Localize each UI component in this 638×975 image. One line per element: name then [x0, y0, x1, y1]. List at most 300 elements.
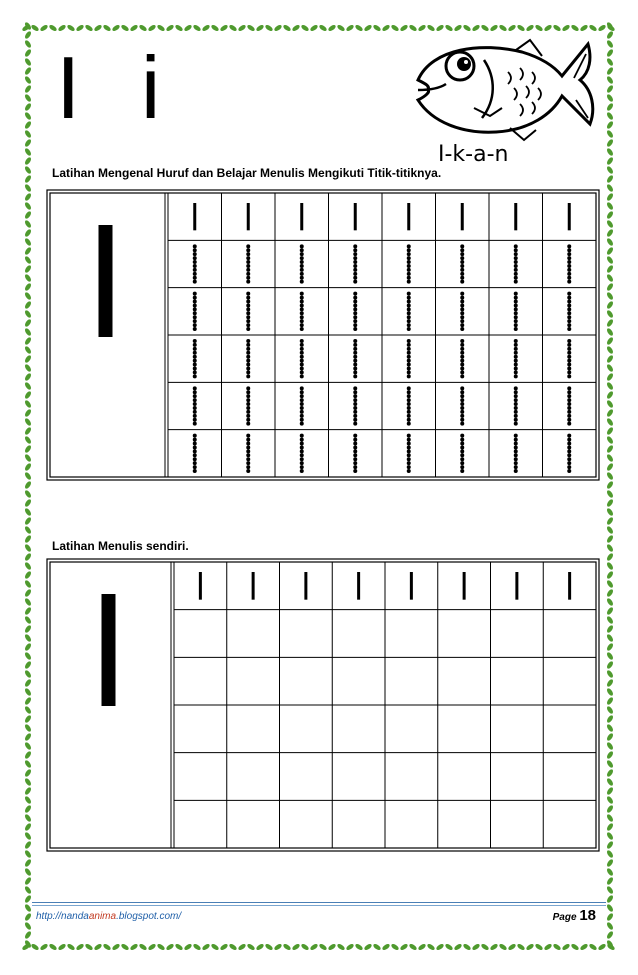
leaf-icon — [399, 943, 408, 951]
leaf-icon — [24, 498, 32, 507]
trace-dot — [193, 351, 197, 355]
trace-dot — [514, 260, 518, 264]
trace-dot — [300, 244, 304, 248]
trace-dot — [246, 347, 250, 351]
trace-dot — [567, 457, 571, 461]
leaf-icon — [606, 624, 614, 633]
leaf-icon — [24, 75, 32, 84]
trace-dot — [246, 319, 250, 323]
trace-dot — [300, 390, 304, 394]
trace-dot — [567, 414, 571, 418]
leaf-icon — [24, 768, 32, 777]
trace-dot — [353, 300, 357, 304]
trace-dot — [353, 410, 357, 414]
trace-dot — [246, 260, 250, 264]
trace-dot — [460, 410, 464, 414]
leaf-icon — [606, 291, 614, 300]
leaf-icon — [48, 943, 57, 951]
leaf-icon — [24, 678, 32, 687]
leaf-icon — [138, 24, 147, 32]
leaf-icon — [606, 417, 614, 426]
trace-dot — [300, 343, 304, 347]
trace-dot — [514, 406, 518, 410]
trace-dot — [246, 315, 250, 319]
trace-dot — [246, 422, 250, 426]
leaf-border-right — [604, 22, 616, 953]
leaf-icon — [381, 943, 390, 951]
trace-dot — [460, 244, 464, 248]
leaf-icon — [606, 786, 614, 795]
trace-dot — [246, 327, 250, 331]
leaf-icon — [24, 930, 32, 939]
trace-dot — [460, 323, 464, 327]
leaf-icon — [390, 943, 399, 951]
leaf-icon — [24, 723, 32, 732]
leaf-icon — [66, 943, 75, 951]
trace-dot — [353, 268, 357, 272]
trace-dot — [460, 280, 464, 284]
leaf-icon — [489, 943, 498, 951]
trace-dot — [407, 398, 411, 402]
trace-dot — [514, 327, 518, 331]
trace-dot — [300, 363, 304, 367]
footer-rule — [32, 902, 606, 903]
leaf-icon — [570, 943, 579, 951]
leaf-icon — [606, 84, 614, 93]
trace-dot — [193, 264, 197, 268]
leaf-icon — [183, 24, 192, 32]
example-stroke — [568, 203, 571, 230]
trace-dot — [514, 244, 518, 248]
trace-dot — [246, 374, 250, 378]
trace-dot — [246, 438, 250, 442]
leaf-icon — [606, 489, 614, 498]
trace-dot — [246, 339, 250, 343]
trace-dot — [514, 248, 518, 252]
trace-dot — [567, 406, 571, 410]
uppercase-letter: I — [56, 38, 99, 137]
leaf-icon — [606, 435, 614, 444]
leaf-icon — [606, 22, 614, 31]
trace-dot — [246, 296, 250, 300]
trace-dot — [193, 252, 197, 256]
trace-dot — [193, 402, 197, 406]
trace-dot — [246, 406, 250, 410]
leaf-icon — [570, 24, 579, 32]
trace-dot — [193, 280, 197, 284]
leaf-icon — [24, 201, 32, 210]
leaf-icon — [606, 219, 614, 228]
trace-dot — [246, 363, 250, 367]
trace-dot — [407, 323, 411, 327]
leaf-icon — [606, 165, 614, 174]
trace-dot — [193, 422, 197, 426]
example-stroke — [568, 572, 571, 600]
leaf-icon — [24, 264, 32, 273]
example-stroke — [247, 203, 250, 230]
leaf-icon — [606, 615, 614, 624]
leaf-border-left — [22, 22, 34, 953]
trace-dot — [514, 300, 518, 304]
trace-dot — [300, 457, 304, 461]
trace-dot — [193, 410, 197, 414]
trace-dot — [567, 453, 571, 457]
leaf-icon — [102, 943, 111, 951]
trace-dot — [460, 347, 464, 351]
leaf-icon — [606, 498, 614, 507]
trace-dot — [567, 363, 571, 367]
trace-dot — [193, 457, 197, 461]
leaf-icon — [606, 147, 614, 156]
trace-dot — [567, 402, 571, 406]
leaf-icon — [39, 943, 48, 951]
leaf-icon — [24, 525, 32, 534]
example-stroke — [514, 203, 517, 230]
trace-dot — [567, 276, 571, 280]
trace-dot — [193, 248, 197, 252]
leaf-icon — [606, 876, 614, 885]
trace-dot — [460, 276, 464, 280]
leaf-icon — [24, 885, 32, 894]
trace-dot — [353, 422, 357, 426]
trace-dot — [353, 363, 357, 367]
leaf-icon — [606, 282, 614, 291]
trace-dot — [300, 248, 304, 252]
leaf-icon — [408, 943, 417, 951]
trace-dot — [567, 370, 571, 374]
trace-dot — [460, 363, 464, 367]
leaf-icon — [606, 507, 614, 516]
trace-dot — [246, 303, 250, 307]
leaf-icon — [57, 943, 66, 951]
trace-dot — [300, 303, 304, 307]
trace-dot — [353, 442, 357, 446]
trace-dot — [300, 398, 304, 402]
leaf-icon — [606, 354, 614, 363]
trace-dot — [353, 264, 357, 268]
trace-dot — [407, 469, 411, 473]
trace-dot — [514, 461, 518, 465]
trace-dot — [300, 256, 304, 260]
trace-dot — [246, 252, 250, 256]
leaf-icon — [24, 300, 32, 309]
trace-dot — [514, 434, 518, 438]
trace-dot — [460, 461, 464, 465]
leaf-icon — [24, 471, 32, 480]
trace-dot — [407, 410, 411, 414]
trace-dot — [193, 276, 197, 280]
leaf-icon — [24, 912, 32, 921]
trace-dot — [567, 264, 571, 268]
trace-dot — [567, 418, 571, 422]
trace-dot — [460, 422, 464, 426]
trace-dot — [353, 311, 357, 315]
leaf-icon — [219, 943, 228, 951]
leaf-icon — [606, 606, 614, 615]
trace-dot — [300, 252, 304, 256]
trace-dot — [514, 323, 518, 327]
leaf-icon — [606, 921, 614, 930]
trace-dot — [567, 461, 571, 465]
trace-dot — [460, 264, 464, 268]
leaf-icon — [75, 943, 84, 951]
trace-dot — [246, 453, 250, 457]
leaf-icon — [24, 372, 32, 381]
footer-rule-secondary — [32, 905, 606, 906]
trace-dot — [193, 311, 197, 315]
leaf-icon — [24, 696, 32, 705]
leaf-icon — [174, 943, 183, 951]
leaf-icon — [24, 714, 32, 723]
leaf-icon — [543, 24, 552, 32]
leaf-icon — [606, 138, 614, 147]
trace-dot — [407, 394, 411, 398]
leaf-icon — [390, 24, 399, 32]
trace-dot — [300, 374, 304, 378]
leaf-icon — [84, 943, 93, 951]
trace-dot — [246, 268, 250, 272]
trace-dot — [407, 461, 411, 465]
trace-dot — [246, 311, 250, 315]
trace-dot — [353, 319, 357, 323]
trace-dot — [407, 359, 411, 363]
leaf-icon — [606, 210, 614, 219]
leaf-icon — [606, 930, 614, 939]
trace-worksheet-grid — [46, 189, 600, 481]
leaf-icon — [24, 291, 32, 300]
model-letter — [99, 225, 113, 337]
leaf-icon — [606, 453, 614, 462]
leaf-icon — [24, 336, 32, 345]
leaf-icon — [24, 453, 32, 462]
leaf-icon — [24, 102, 32, 111]
trace-dot — [514, 303, 518, 307]
trace-dot — [193, 469, 197, 473]
trace-dot — [567, 256, 571, 260]
leaf-icon — [606, 867, 614, 876]
trace-dot — [567, 445, 571, 449]
trace-dot — [407, 465, 411, 469]
trace-dot — [300, 394, 304, 398]
trace-dot — [246, 449, 250, 453]
example-stroke — [515, 572, 518, 600]
leaf-icon — [606, 444, 614, 453]
trace-dot — [246, 276, 250, 280]
leaf-icon — [24, 435, 32, 444]
leaf-icon — [228, 24, 237, 32]
leaf-icon — [264, 943, 273, 951]
trace-dot — [567, 347, 571, 351]
leaf-icon — [24, 237, 32, 246]
trace-dot — [514, 256, 518, 260]
trace-dot — [246, 244, 250, 248]
leaf-icon — [606, 633, 614, 642]
fish-word: I-k-a-n — [438, 142, 509, 167]
leaf-icon — [24, 282, 32, 291]
leaf-icon — [606, 399, 614, 408]
trace-dot — [460, 418, 464, 422]
trace-dot — [567, 351, 571, 355]
leaf-icon — [507, 24, 516, 32]
trace-dot — [193, 315, 197, 319]
leaf-icon — [606, 408, 614, 417]
trace-dot — [300, 445, 304, 449]
leaf-icon — [606, 102, 614, 111]
trace-dot — [460, 256, 464, 260]
trace-dot — [514, 359, 518, 363]
leaf-border-top — [22, 22, 616, 34]
trace-dot — [246, 351, 250, 355]
trace-dot — [460, 252, 464, 256]
trace-dot — [353, 296, 357, 300]
trace-dot — [246, 300, 250, 304]
leaf-icon — [24, 831, 32, 840]
leaf-icon — [606, 192, 614, 201]
leaf-icon — [165, 943, 174, 951]
trace-dot — [193, 390, 197, 394]
leaf-icon — [219, 24, 228, 32]
example-stroke — [300, 203, 303, 230]
trace-dot — [407, 252, 411, 256]
leaf-icon — [24, 156, 32, 165]
trace-dot — [407, 248, 411, 252]
trace-dot — [460, 445, 464, 449]
trace-dot — [193, 327, 197, 331]
leaf-icon — [24, 489, 32, 498]
lowercase-letter: i — [140, 38, 179, 137]
trace-dot — [300, 307, 304, 311]
leaf-icon — [606, 885, 614, 894]
trace-dot — [460, 453, 464, 457]
trace-dot — [353, 414, 357, 418]
leaf-icon — [606, 273, 614, 282]
leaf-icon — [606, 255, 614, 264]
leaf-icon — [354, 943, 363, 951]
trace-dot — [300, 260, 304, 264]
leaf-icon — [480, 943, 489, 951]
example-stroke — [354, 203, 357, 230]
trace-dot — [407, 296, 411, 300]
trace-dot — [407, 374, 411, 378]
leaf-icon — [93, 943, 102, 951]
trace-dot — [300, 422, 304, 426]
trace-dot — [460, 465, 464, 469]
leaf-icon — [606, 543, 614, 552]
leaf-icon — [24, 624, 32, 633]
leaf-icon — [552, 24, 561, 32]
trace-dot — [246, 280, 250, 284]
trace-dot — [193, 268, 197, 272]
trace-dot — [514, 414, 518, 418]
trace-dot — [193, 256, 197, 260]
leaf-icon — [606, 705, 614, 714]
leaf-icon — [534, 24, 543, 32]
trace-dot — [460, 359, 464, 363]
leaf-icon — [606, 813, 614, 822]
leaf-icon — [426, 943, 435, 951]
leaf-icon — [174, 24, 183, 32]
trace-dot — [193, 366, 197, 370]
trace-dot — [514, 370, 518, 374]
trace-dot — [353, 418, 357, 422]
trace-dot — [353, 252, 357, 256]
trace-dot — [567, 339, 571, 343]
trace-dot — [193, 260, 197, 264]
trace-dot — [246, 370, 250, 374]
trace-dot — [514, 315, 518, 319]
trace-dot — [407, 292, 411, 296]
leaf-icon — [606, 183, 614, 192]
trace-dot — [567, 422, 571, 426]
trace-dot — [460, 296, 464, 300]
trace-dot — [353, 370, 357, 374]
trace-dot — [407, 351, 411, 355]
trace-dot — [246, 398, 250, 402]
leaf-icon — [507, 943, 516, 951]
trace-dot — [460, 390, 464, 394]
trace-dot — [407, 319, 411, 323]
trace-dot — [460, 260, 464, 264]
leaf-icon — [606, 462, 614, 471]
trace-dot — [353, 276, 357, 280]
leaf-icon — [399, 24, 408, 32]
trace-dot — [193, 414, 197, 418]
leaf-icon — [24, 813, 32, 822]
trace-dot — [460, 406, 464, 410]
leaf-icon — [336, 943, 345, 951]
leaf-icon — [246, 943, 255, 951]
leaf-icon — [606, 237, 614, 246]
fish-icon — [412, 38, 598, 142]
leaf-icon — [336, 24, 345, 32]
leaf-icon — [606, 246, 614, 255]
leaf-icon — [24, 255, 32, 264]
leaf-icon — [606, 39, 614, 48]
trace-dot — [460, 366, 464, 370]
leaf-icon — [462, 943, 471, 951]
trace-dot — [460, 272, 464, 276]
trace-dot — [246, 410, 250, 414]
trace-dot — [300, 276, 304, 280]
leaf-icon — [588, 24, 597, 32]
url-highlight: anima — [88, 911, 117, 922]
trace-dot — [567, 442, 571, 446]
leaf-icon — [606, 228, 614, 237]
leaf-icon — [606, 327, 614, 336]
trace-dot — [300, 280, 304, 284]
trace-dot — [567, 300, 571, 304]
trace-dot — [407, 402, 411, 406]
trace-dot — [514, 319, 518, 323]
trace-dot — [300, 300, 304, 304]
leaf-icon — [24, 705, 32, 714]
trace-dot — [193, 300, 197, 304]
trace-dot — [567, 394, 571, 398]
trace-dot — [353, 256, 357, 260]
trace-dot — [300, 438, 304, 442]
leaf-icon — [24, 660, 32, 669]
leaf-icon — [606, 30, 614, 39]
trace-dot — [193, 445, 197, 449]
example-stroke — [410, 572, 413, 600]
letter-heading — [56, 38, 178, 138]
trace-dot — [460, 355, 464, 359]
trace-dot — [567, 248, 571, 252]
trace-dot — [246, 272, 250, 276]
footer-url-link[interactable] — [36, 911, 181, 922]
trace-dot — [567, 398, 571, 402]
trace-dot — [407, 434, 411, 438]
